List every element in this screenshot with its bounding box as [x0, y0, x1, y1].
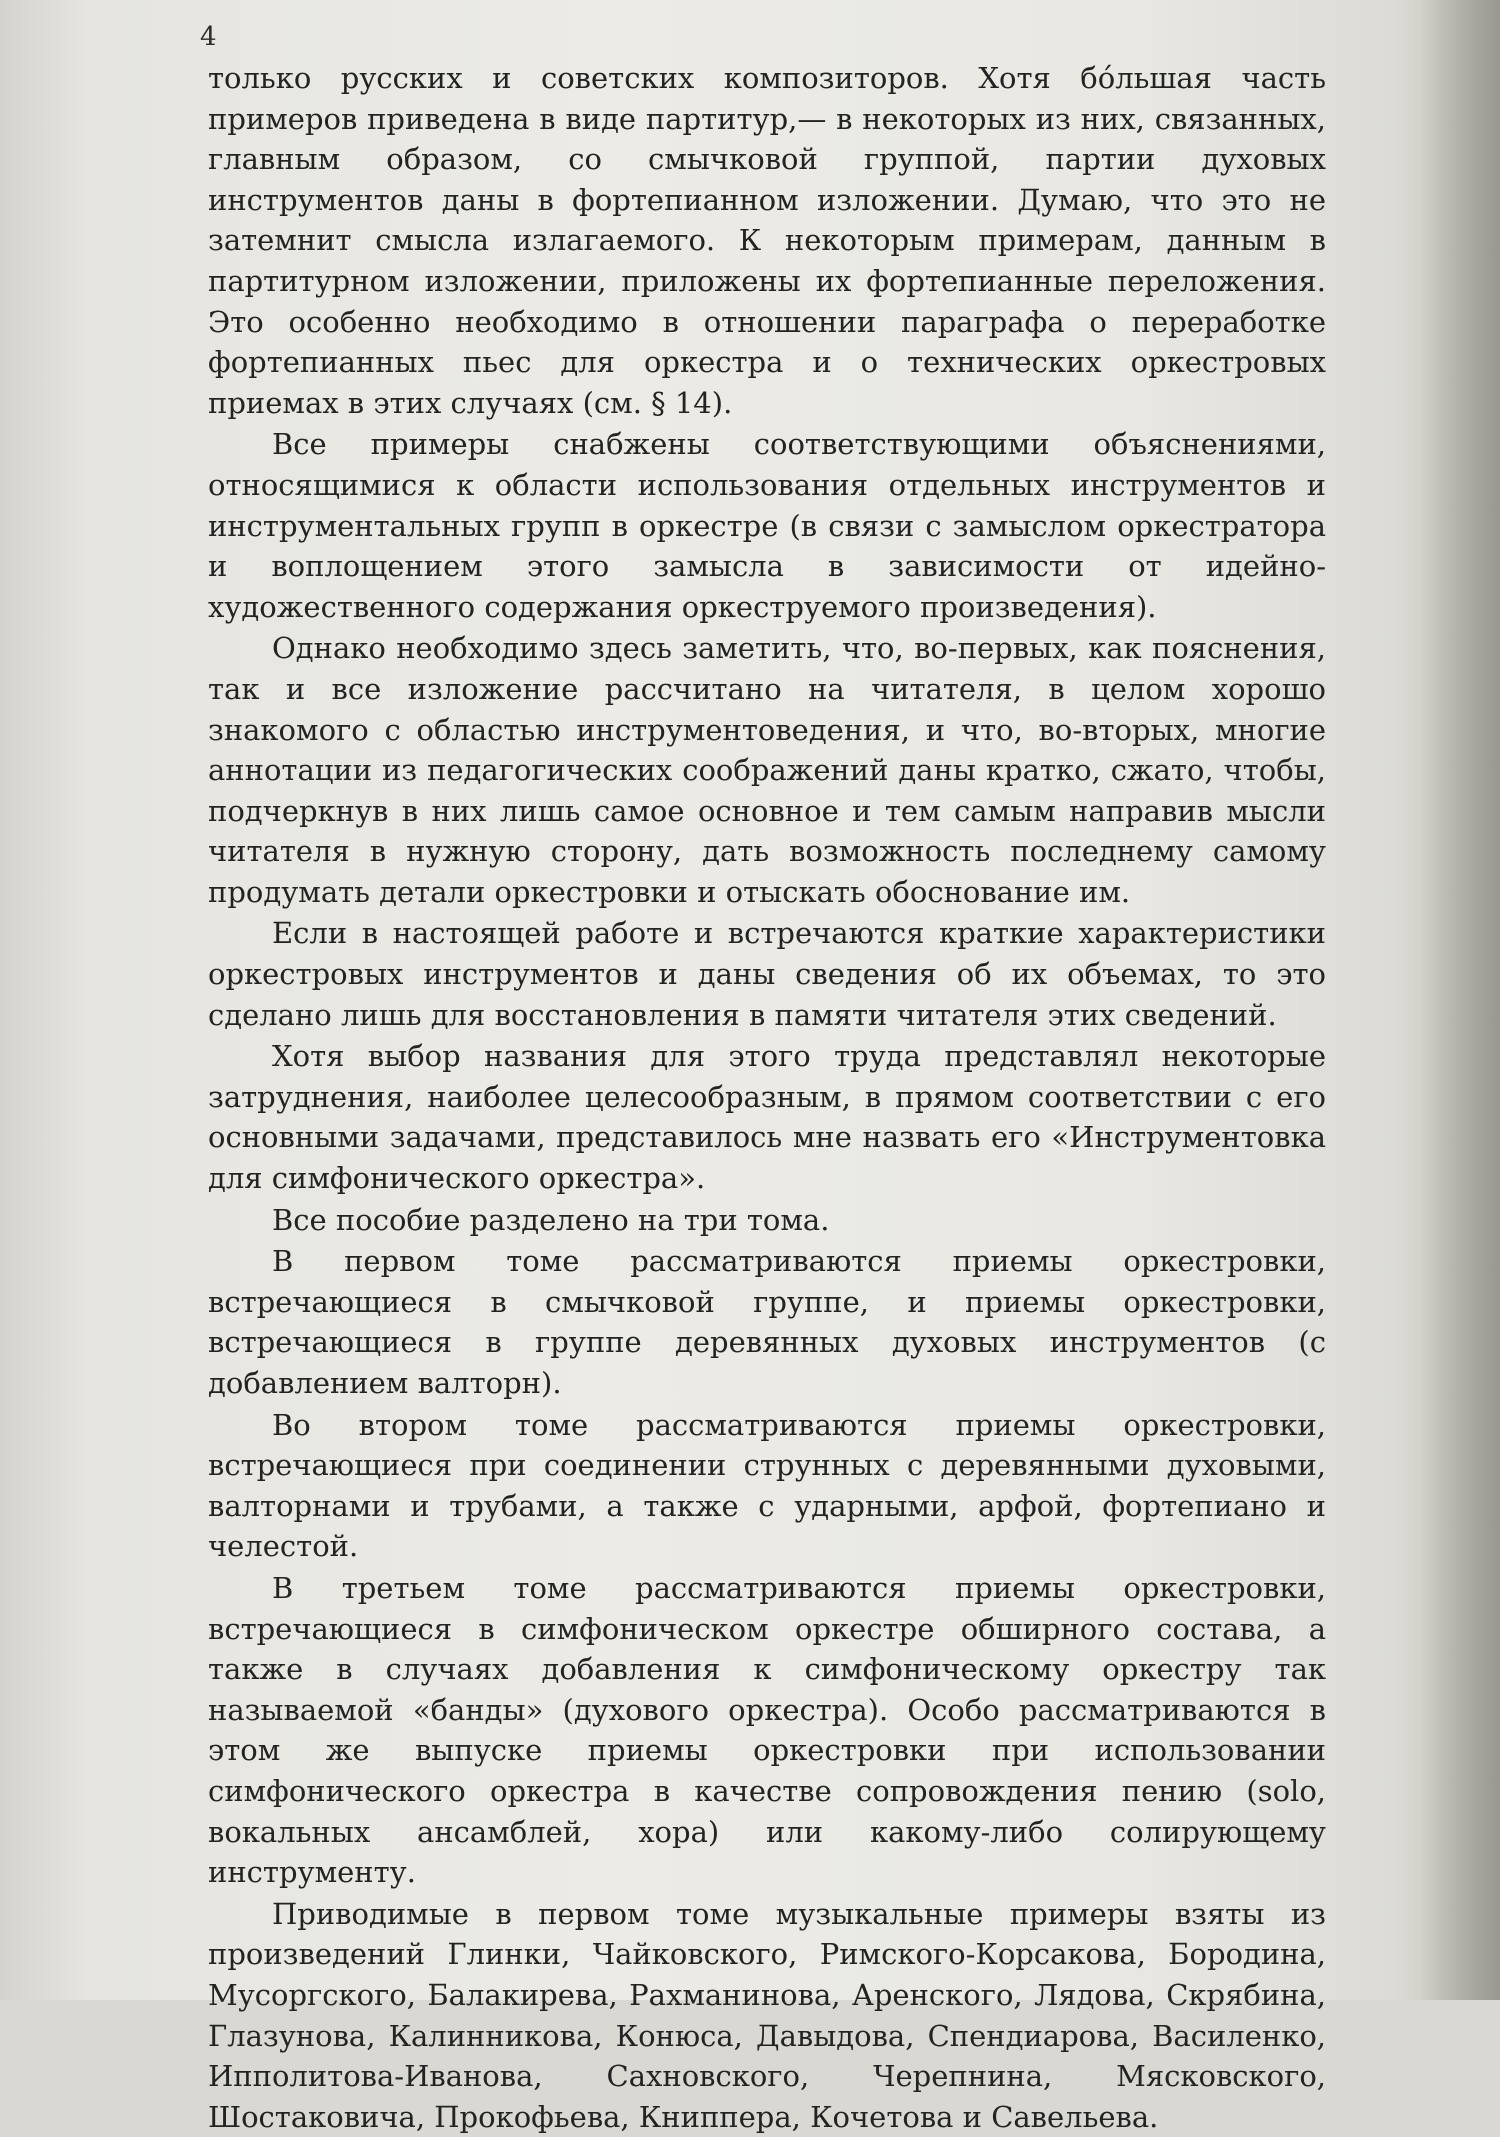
paragraph-6: Все пособие разделено на три тома.: [272, 1202, 830, 1237]
body-text: [208, 58, 1326, 2137]
page-number: 4: [200, 22, 217, 52]
paragraph-7: В первом томе рассматриваются приемы оркестровки, встречающиеся в смычковой группе, и приемы оркестровки, встречающиеся в группе деревянных духовых инструментов (с добавлением валторн).: [208, 1244, 1326, 1400]
paragraph-10: Приводимые в первом томе музыкальные примеры взяты из произведений Глинки, Чайковского, Римского-Корсакова, Бородина, Мусоргского, Балакирева, Рахманинова, Аренского, Лядова, Скрябина, Глазунова, Калинникова, Конюса, Давыдова, Спендиарова, Василенко, Ипполитова-Иванова, Сахновского, Черепнина, Мясковского, Шостаковича, Прокофьева, Книппера, Кочетова и Савельева.: [208, 1896, 1326, 2134]
page-edge-shadow: [1420, 0, 1500, 2000]
paragraph-5: Хотя выбор названия для этого труда представлял некоторые затруднения, наиболее целесообразным, в прямом соответствии с его основными задачами, представилось мне назвать его «Инструментовка для симфонического оркестра».: [208, 1039, 1326, 1196]
paragraph-1: только русских и советских композиторов. Хотя бóльшая часть примеров приведена в виде партитур,— в некоторых из них, связанных, главным образом, со смычковой группой, партии духовых инструментов даны в фортепианном изложении. Думаю, что это не затемнит смысла излагаемого. К некоторым примерам, данным в партитурном изложении, приложены их фортепианные переложения. Это особенно необходимо в отношении параграфа о переработке фортепианных пьес для оркестра и о технических оркестровых приемах в этих случаях (см. § 14).: [208, 61, 1326, 420]
paragraph-9: В третьем томе рассматриваются приемы оркестровки, встречающиеся в симфоническом оркестре обширного состава, а также в случаях добавления к симфоническому оркестру так называемой «банды» (духового оркестра). Особо рассматриваются в этом же выпуске приемы оркестровки при использовании симфонического оркестра в качестве сопровождения пению (solo, вокальных ансамблей, хора) или какому-либо солирующему инструменту.: [208, 1570, 1326, 1890]
paragraph-3: Однако необходимо здесь заметить, что, во-первых, как пояснения, так и все изложение рассчитано на читателя, в целом хорошо знакомого с областью инструментоведения, и что, во-вторых, многие аннотации из педагогических соображений даны кратко, сжато, чтобы, подчеркнув в них лишь самое основное и тем самым направив мысли читателя в нужную сторону, дать возможность последнему самому продумать детали оркестровки и отыскать обоснование им.: [208, 631, 1326, 909]
paragraph-4: Если в настоящей работе и встречаются краткие характеристики оркестровых инструментов и даны сведения об их объемах, то это сделано лишь для восстановления в памяти читателя этих сведений.: [208, 916, 1326, 1032]
paragraph-8: Во втором томе рассматриваются приемы оркестровки, встречающиеся при соединении струнных с деревянными духовыми, валторнами и трубами, а также с ударными, арфой, фортепиано и челестой.: [208, 1407, 1326, 1564]
paragraph-2: Все примеры снабжены соответствующими объяснениями, относящимися к области использования отдельных инструментов и инструментальных групп в оркестре (в связи с замыслом оркестратора и воплощением этого замысла в зависимости от идейно-художественного содержания оркеструемого произведения).: [208, 427, 1326, 624]
